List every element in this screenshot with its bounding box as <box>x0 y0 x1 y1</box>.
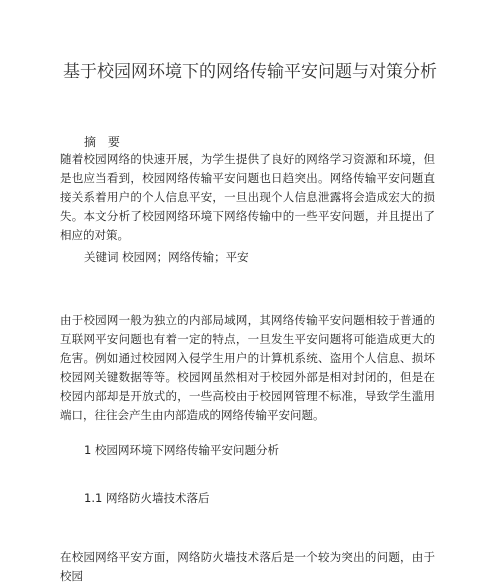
abstract-paragraph: 随着校园网络的快速开展，为学生提供了良好的网络学习资源和环境，但是也应当看到，校园网络传输平安问题也日趋突出。网络传输平安问题直接关系着用户的个人信息平安，一旦出现个人信息泄露将会造成宏大的损失。本文分析了校园网络环境下网络传输中的一些平安问题，并且提出了相应的对策。 <box>60 152 435 242</box>
subsection-heading: 1.1 网络防火墙技术落后 <box>84 491 210 505</box>
body-paragraph: 在校园网络平安方面，网络防火墙技术落后是一个较为突出的问题，由于校园 <box>60 550 435 583</box>
keywords-line: 关键词 校园网；网络传输；平安 <box>84 250 249 264</box>
document-title: 基于校园网环境下的网络传输平安问题与对策分析 <box>63 62 437 82</box>
abstract-label: 摘 要 <box>84 135 124 149</box>
section-heading: 1 校园网环境下网络传输平安问题分析 <box>84 443 279 457</box>
intro-paragraph: 由于校园网一般为独立的内部局域网，其网络传输平安问题相较于普通的互联网平安问题也有着一定的特点，一旦发生平安问题将可能造成更大的危害。例如通过校园网入侵学生用户的计算机系统、盗用个人信息、损坏校园网关键数据等等。校园网虽然相对于校园外部是相对封闭的，但是在校园内部却是开放式的，一些高校由于校园网管理不标准，导致学生滥用端口，往往会产生由内部造成的网络传输平安问题。 <box>60 313 435 422</box>
